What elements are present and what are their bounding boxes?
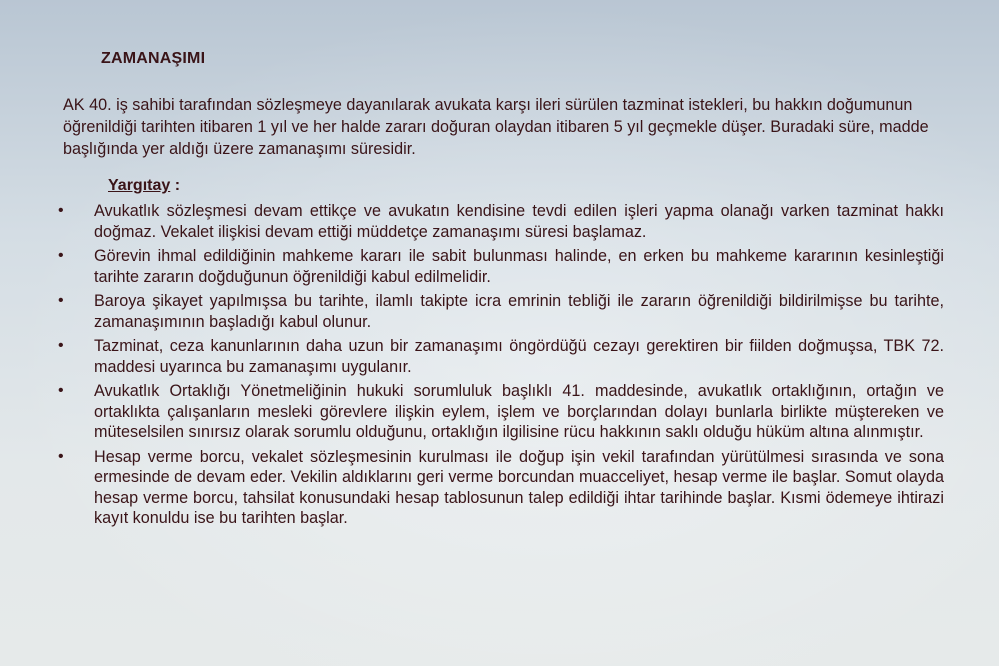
intro-paragraph: AK 40. iş sahibi tarafından sözleşmeye dayanılarak avukata karşı ileri sürülen tazminat istekleri, bu hakkın doğumunun öğrenildiği tarihten itibaren 1 yıl ve her halde zararı doğuran olaydan itibaren 5 yıl geçmekle düşer. Buradaki süre, madde başlığında yer aldığı üzere zamanaşımı süresidir. [63,96,929,158]
bullet-text: Tazminat, ceza kanunlarının daha uzun bir zamanaşımı öngördüğü cezayı gerektiren bir fiilden doğmuşsa, TBK 72. maddesi uyarınca bu zamanaşımı uygulanır. [94,337,944,376]
bullet-item [58,246,944,287]
yargitay-heading [108,177,180,195]
bullet-icon: • [58,337,64,354]
yargitay-label: Yargıtay [108,177,171,194]
bullet-text: Avukatlık sözleşmesi devam ettikçe ve avukatın kendisine tevdi edilen işleri yapma olanağı varken tazminat hakkı doğmaz. Vekalet ilişkisi devam ettiği müddetçe zamanaşımı süresi başlamaz. [94,202,944,241]
bullet-icon: • [58,247,64,264]
slide-title: ZAMANAŞIMI [101,50,206,67]
bullet-item [58,381,944,443]
bullet-text: Görevin ihmal edildiğinin mahkeme kararı ile sabit bulunması halinde, en erken bu mahkeme kararının kesinleştiği tarihte zararın doğduğunun öğrenildiği kabul edilmelidir. [94,247,944,286]
bullet-item [58,201,944,242]
bullet-item [58,291,944,332]
bullet-icon: • [58,202,64,219]
bullet-icon: • [58,292,64,309]
bullet-text: Baroya şikayet yapılmışsa bu tarihte, ilamlı takipte icra emrinin tebliği ile zararın öğrenildiği bildirilmişse bu tarihte, zamanaşımının başladığı kabul olunur. [94,292,944,331]
bullet-icon: • [58,447,64,465]
bullet-icon: • [58,382,64,399]
bullet-item [58,447,944,529]
yargitay-colon: : [170,177,181,194]
bullet-list [58,201,944,533]
bullet-text: Avukatlık Ortaklığı Yönetmeliğinin hukuki sorumluluk başlıklı 41. maddesinde, avukatlık ortaklığının, ortağın ve ortaklıkta çalışanların mesleki görevlere ilişkin eylem, işlem ve borçlarından dolayı bunlarla birlikte müştereken ve müteselsilen sınırsız olarak sorumlu olduğunu, ortaklığın ilgilisine rücu hakkının saklı olduğu hüküm altına alınmıştır. [94,382,944,441]
bullet-text: Hesap verme borcu, vekalet sözleşmesinin kurulması ile doğup işin vekil tarafından yürütülmesi sırasında ve sona ermesinde de devam eder. Vekilin aldıklarını geri verme borcundan muacceliyet, hesap verme ile başlar. Somut olayda hesap verme borcu, tahsilat konusundaki hesap tablosunun talep edildiği ihtar tarihinde başlar. Kısmi ödemeye ihtirazi kayıt konuldu ise bu tarihten başlar. [94,447,944,527]
bullet-item [58,336,944,377]
